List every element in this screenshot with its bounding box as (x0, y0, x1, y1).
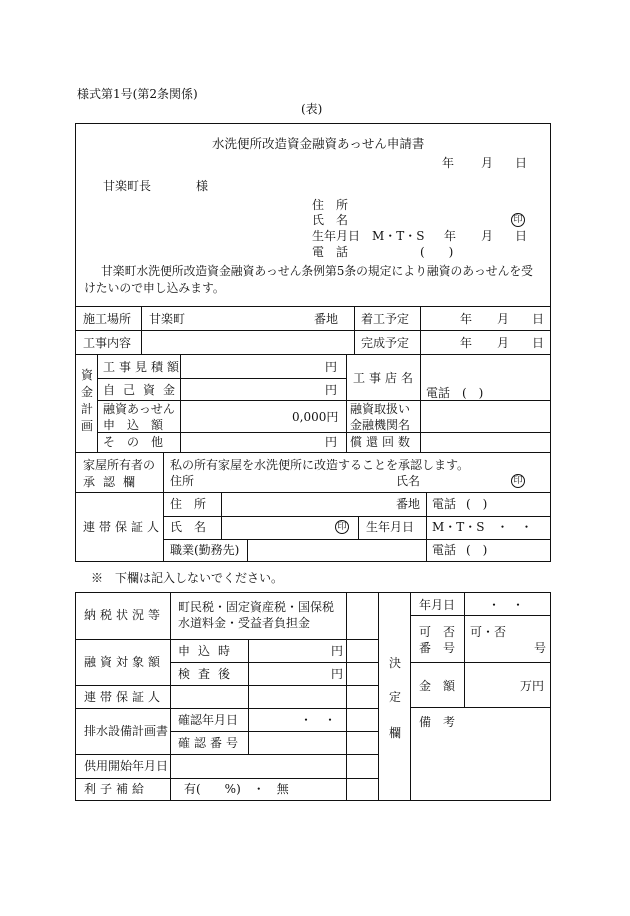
start-label: 着工予定 (361, 312, 410, 326)
estimate-yen: 円 (325, 360, 338, 374)
note-text: ※ 下欄は記入しないでください。 (91, 571, 284, 585)
estimate-label: 工事見積額 (103, 360, 184, 374)
start-day: 日 (532, 312, 545, 326)
loan-amount: 0,000円 (292, 410, 339, 424)
own-funds-yen: 円 (325, 383, 338, 397)
applicant-address-label: 住 所 (312, 198, 349, 212)
start-month: 月 (497, 312, 510, 326)
date-month: 月 (481, 156, 494, 170)
office-guarantor-label: 連帯保証人 (84, 690, 165, 704)
owner-address-label: 住所 (170, 474, 195, 488)
contractor-phone-parens: ( ) (462, 386, 484, 400)
date-day: 日 (515, 156, 528, 170)
start-year: 年 (460, 312, 473, 326)
amount-label: 金 額 (419, 679, 456, 693)
work-label: 工事内容 (83, 336, 132, 350)
complete-year: 年 (460, 336, 473, 350)
guarantor-banchi: 番地 (396, 497, 421, 511)
form-number: 様式第1号(第2条関係) (77, 87, 198, 101)
contractor-label: 工事店名 (353, 371, 418, 385)
honorific: 様 (196, 179, 209, 193)
guarantor-address-label: 住 所 (170, 497, 207, 511)
loan-target-label: 融資対象額 (84, 655, 165, 669)
confirm-date-dots: ・ ・ (300, 713, 337, 727)
site-label: 施工場所 (83, 312, 132, 326)
funding-char-1: 資 (81, 368, 94, 382)
addressee: 甘楽町長 (103, 179, 152, 193)
after-review-yen: 円 (331, 667, 344, 681)
approval-label-2: 番 号 (419, 641, 456, 655)
drain-plan-label: 排水設備計画書 (84, 724, 169, 738)
site-town: 甘楽町 (149, 312, 186, 326)
amount-unit: 万円 (520, 679, 545, 693)
owner-label-2: 承認欄 (83, 475, 144, 489)
applicant-phone-label: 電 話 (312, 245, 349, 259)
applicant-era: M・T・S (372, 229, 425, 243)
statement-line-1: 甘楽町水洗便所改造資金融資あっせん条例第5条の規定により融資のあっせんを受 (101, 264, 533, 278)
decision-char-1: 決 (389, 656, 402, 670)
guarantor-job-label: 職業(勤務先) (170, 543, 240, 557)
funding-char-4: 画 (81, 419, 94, 433)
side-label: (表) (301, 102, 323, 116)
applicant-birth-label: 生年月日 (312, 229, 361, 243)
apply-time-label: 申込時 (178, 644, 239, 658)
applicant-birth-year: 年 (444, 229, 457, 243)
repay-label: 償還回数 (350, 435, 415, 449)
owner-statement: 私の所有家屋を水洗便所に改造することを承認します。 (170, 458, 470, 472)
funding-char-3: 計 (81, 402, 94, 416)
after-review-label: 検査後 (178, 667, 239, 681)
guarantor-era: M・T・S ・ ・ (432, 520, 533, 534)
loan-label-2: 申込額 (103, 418, 176, 432)
decision-char-2: 定 (389, 690, 402, 704)
site-banchi: 番地 (314, 312, 339, 326)
subsidy-label: 利子補給 (84, 782, 149, 796)
apply-time-yen: 円 (331, 644, 344, 658)
applicant-birth-day: 日 (515, 229, 528, 243)
applicant-name-label: 氏 名 (312, 213, 349, 227)
decision-date-dots: ・ ・ (488, 598, 525, 612)
form-title: 水洗便所改造資金融資あっせん申請書 (212, 136, 425, 151)
confirm-date-label: 確認年月日 (178, 713, 239, 727)
loan-label-1: 融資あっせん (103, 402, 175, 416)
approval-go: 号 (534, 641, 547, 655)
remarks-label: 備 考 (419, 715, 456, 729)
guarantor-label: 連帯保証人 (83, 520, 164, 534)
guarantor-name-label: 氏 名 (170, 520, 207, 534)
applicant-birth-month: 月 (481, 229, 494, 243)
own-funds-label: 自己資金 (103, 383, 184, 397)
tax-items-line-1: 町民税・固定資産税・国保税 (178, 600, 335, 614)
date-year: 年 (442, 156, 455, 170)
tax-status-label: 納税状況等 (84, 608, 165, 622)
complete-label: 完成予定 (361, 336, 410, 350)
bank-label-2: 金融機関名 (350, 418, 411, 432)
other-label: その他 (103, 435, 176, 449)
complete-month: 月 (497, 336, 510, 350)
statement-line-2: けたいので申し込みます。 (84, 281, 225, 295)
guarantor-phone2-parens: ( ) (466, 543, 488, 557)
approval-label-1: 可 否 (419, 625, 456, 639)
guarantor-phone2-label: 電話 (432, 543, 457, 557)
bank-label-1: 融資取扱い (350, 402, 411, 416)
approval-value: 可・否 (470, 625, 507, 639)
guarantor-phone-label: 電話 (432, 497, 457, 511)
seal-icon: 印 (511, 213, 525, 227)
confirm-number-label: 確認番号 (178, 736, 243, 750)
funding-char-2: 金 (81, 385, 94, 399)
guarantor-phone-parens: ( ) (466, 497, 488, 511)
contractor-phone-label: 電話 (426, 386, 451, 400)
owner-label-1: 家屋所有者の (83, 458, 156, 472)
subsidy-value: 有( %) ・ 無 (184, 782, 289, 796)
seal-icon: 印 (335, 520, 349, 534)
other-yen: 円 (325, 435, 338, 449)
seal-icon: 印 (511, 474, 525, 488)
decision-date-label: 年月日 (419, 598, 456, 612)
tax-items-line-2: 水道料金・受益者負担金 (178, 616, 311, 630)
complete-day: 日 (532, 336, 545, 350)
applicant-phone-parens: ( ) (420, 245, 454, 259)
start-use-label: 供用開始年月日 (84, 759, 169, 773)
decision-char-3: 欄 (389, 726, 402, 740)
guarantor-birth-label: 生年月日 (366, 520, 415, 534)
owner-name-label: 氏名 (396, 474, 421, 488)
